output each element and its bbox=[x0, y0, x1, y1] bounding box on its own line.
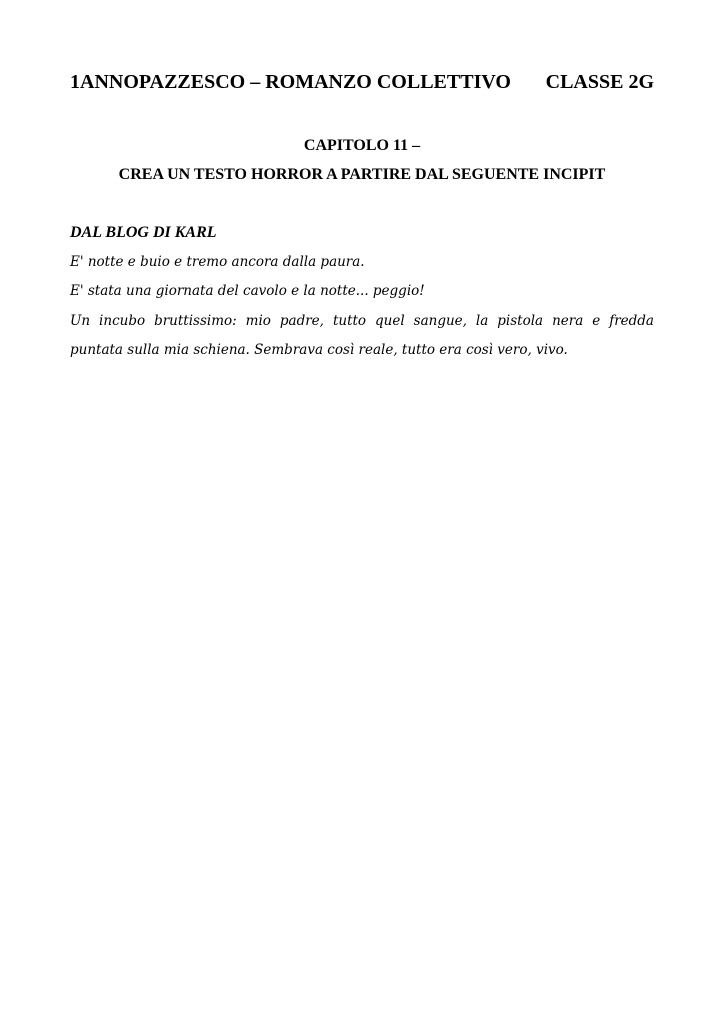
blog-line: E' stata una giornata del cavolo e la notte... peggio! bbox=[70, 283, 425, 299]
blog-line: E' notte e buio e tremo ancora dalla paura. bbox=[70, 253, 365, 270]
chapter-title: CAPITOLO 11 – bbox=[303, 137, 421, 154]
blog-section bbox=[70, 218, 654, 366]
chapter-heading bbox=[70, 131, 654, 189]
blog-paragraph: Un incubo bruttissimo: mio padre, tutto quel sangue, la pistola nera e fredda puntata sulla mia schiena. Sembrava così reale, tutto era così vero, vivo. bbox=[70, 312, 654, 358]
header-title: 1ANNOPAZZESCO – ROMANZO COLLETTIVO bbox=[70, 71, 511, 93]
chapter-subtitle: CREA UN TESTO HORROR A PARTIRE DAL SEGUENTE INCIPIT bbox=[118, 166, 606, 183]
blog-title: DAL BLOG DI KARL bbox=[70, 224, 217, 241]
header-class: CLASSE 2G bbox=[545, 71, 654, 93]
document-header bbox=[70, 70, 654, 94]
